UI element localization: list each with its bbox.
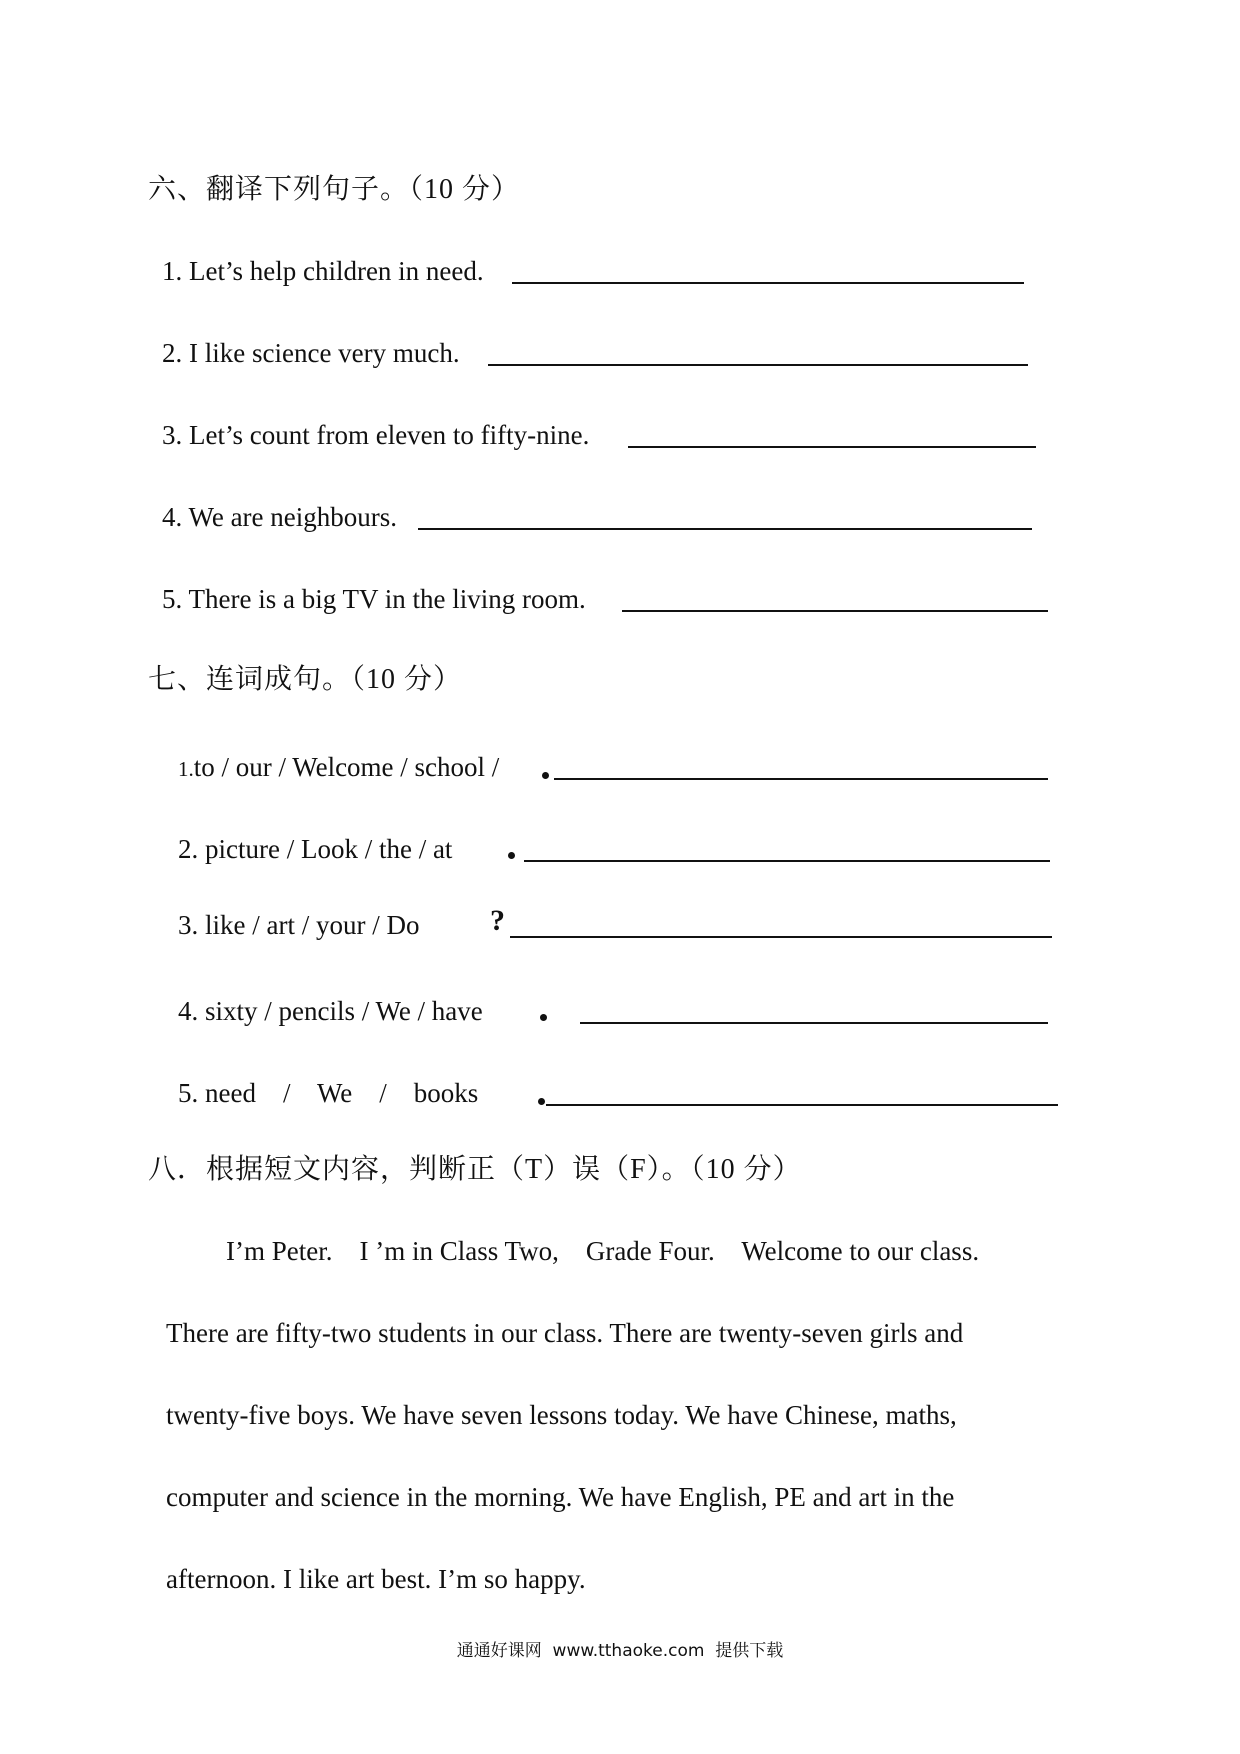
question-mark: ? [490,904,505,937]
word-list: like / art / your / Do [205,910,420,940]
item-number: 5. [178,1078,199,1108]
translation-item-3: 3. Let’s count from eleven to fifty-nine. [162,420,590,450]
passage-line-1: I’m Peter. I ’m in Class Two, Grade Four. Welcome to our class. [226,1236,980,1266]
passage-line-5: afternoon. I like art best. I’m so happy. [166,1564,586,1594]
section-7-heading: 七、连词成句。（10 分） [148,664,463,695]
footer-watermark: 通通好课网 www.tthaoke.com 提供下载 [456,1641,784,1661]
word-list: sixty / pencils / We / have [205,996,483,1026]
answer-blank-7-1[interactable] [554,778,1048,780]
translation-item-2: 2. I like science very much. [162,338,460,368]
word-order-item-5 [178,1080,478,1107]
section-6-heading: 六、翻译下列句子。（10 分） [148,174,521,205]
answer-blank-6-3[interactable] [628,446,1036,448]
answer-blank-7-2[interactable] [524,860,1050,862]
answer-blank-6-1[interactable] [512,282,1024,284]
section-8-heading: 八．根据短文内容，判断正（T）误（F）。（10 分） [148,1154,802,1185]
translation-item-1: 1. Let’s help children in need. [162,256,484,286]
passage-line-2: There are fifty-two students in our class. There are twenty-seven girls and [166,1318,964,1348]
period-mark [540,1014,547,1021]
passage-line-4: computer and science in the morning. We have English, PE and art in the [166,1482,955,1512]
passage-line-3: twenty-five boys. We have seven lessons today. We have Chinese, maths, [166,1400,957,1430]
answer-blank-7-4[interactable] [580,1022,1048,1024]
answer-blank-6-2[interactable] [488,364,1028,366]
word-list: to / our / Welcome / school / [193,752,500,782]
period-mark [508,852,515,859]
item-number: 2. [178,834,199,864]
word-list: picture / Look / the / at [205,834,453,864]
answer-blank-6-5[interactable] [622,610,1048,612]
period-mark [538,1098,545,1105]
item-number: 1. [178,757,194,781]
answer-blank-7-5[interactable] [546,1104,1058,1106]
word-order-item-3 [178,912,419,939]
answer-blank-6-4[interactable] [418,528,1032,530]
period-mark [542,772,549,779]
answer-blank-7-3[interactable] [510,936,1052,938]
word-order-item-4 [178,998,483,1025]
word-list: need / We / books [205,1078,479,1108]
item-number: 3. [178,910,199,940]
translation-item-4: 4. We are neighbours. [162,502,398,532]
item-number: 4. [178,996,199,1026]
word-order-item-2 [178,836,452,863]
translation-item-5: 5. There is a big TV in the living room. [162,584,586,614]
word-order-item-1 [178,754,499,781]
